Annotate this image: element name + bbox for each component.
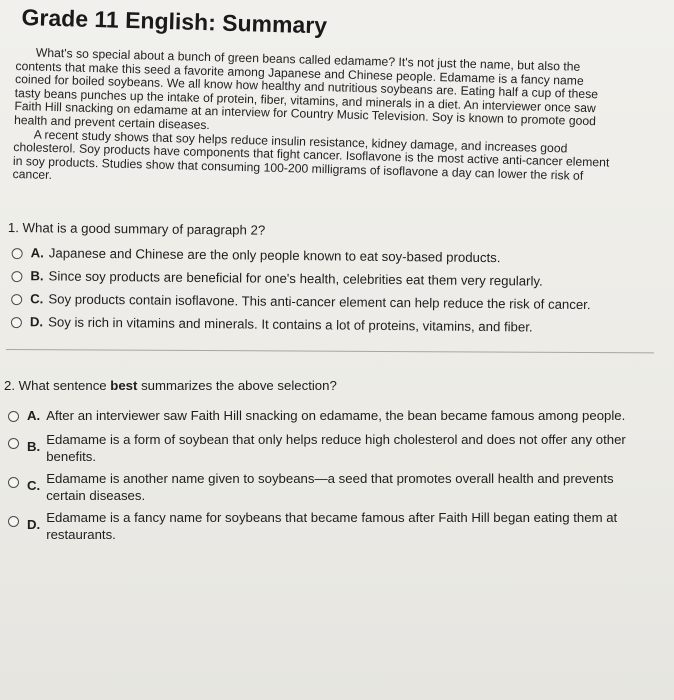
option-text: Edamame is another name given to soybeans—a seed that promotes overall health and prevents certain diseases.	[46, 471, 614, 503]
question-2-option-a[interactable]	[4, 407, 668, 424]
option-text: Edamame is a fancy name for soybeans that became famous after Faith Hill began eating them at restaurants.	[46, 510, 618, 542]
radio-button[interactable]	[8, 411, 19, 422]
radio-button[interactable]	[11, 271, 22, 282]
option-text: Japanese and Chinese are the only people known to eat soy-based products.	[48, 245, 501, 266]
question-2-option-d[interactable]	[4, 509, 668, 543]
question-1-option-d[interactable]	[7, 314, 647, 337]
question-1-option-a[interactable]	[8, 245, 648, 268]
option-letter: C.	[27, 478, 41, 493]
question-1-option-c[interactable]	[7, 291, 647, 314]
worksheet-title: Grade 11 English: Summary	[21, 4, 328, 39]
radio-button[interactable]	[12, 248, 23, 259]
question-1	[7, 220, 648, 344]
question-1-stem: 1. What is a good summary of paragraph 2?	[7, 220, 266, 238]
option-text: After an interviewer saw Faith Hill snacking on edamame, the bean became famous among people.	[46, 408, 626, 423]
question-2-option-b[interactable]	[4, 431, 668, 465]
passage-paragraph-1: What's so special about a bunch of green beans called edamame? It's not just the name, but also the contents that make this seed a favorite among Japanese and Chinese people. Edamame is a fancy name coined for boiled soybeans. We all know how healthy and nutritious soybeans are. Eating half a cup of these tasty beans punches up the intake of protein, fiber, vitamins, and minerals in a diet. An interviewer once saw Faith Hill snacking on edamame at an interview for Country Music Television. Soy is known to promote good health and prevent certain diseases.	[13, 45, 599, 133]
radio-button[interactable]	[11, 317, 22, 328]
option-text: Soy products contain isoflavone. This anti-cancer element can help reduce the risk of cancer.	[48, 291, 591, 313]
option-letter: C.	[30, 291, 44, 307]
question-1-option-b[interactable]	[7, 268, 647, 291]
question-2	[4, 378, 668, 543]
option-text: Since soy products are beneficial for one's health, celebrities eat them very regularly.	[48, 268, 543, 289]
option-letter: A.	[30, 245, 44, 261]
question-2-stem	[4, 378, 668, 393]
radio-button[interactable]	[8, 477, 19, 488]
option-letter: D.	[27, 517, 41, 532]
option-text: Edamame is a form of soybean that only helps reduce high cholesterol and does not offer any other benefits.	[46, 432, 626, 464]
radio-button[interactable]	[8, 438, 19, 449]
radio-button[interactable]	[8, 516, 19, 527]
option-letter: D.	[29, 314, 44, 330]
reading-passage	[12, 46, 621, 198]
question-2-stem-start: 2. What sentence	[4, 378, 111, 393]
section-divider	[6, 349, 654, 353]
option-letter: B.	[27, 439, 41, 454]
option-letter: B.	[30, 268, 44, 284]
option-text: Soy is rich in vitamins and minerals. It contains a lot of proteins, vitamins, and fiber.	[48, 314, 533, 335]
question-2-option-c[interactable]	[4, 470, 668, 504]
question-2-stem-end: summarizes the above selection?	[137, 378, 337, 393]
option-letter: A.	[27, 408, 41, 423]
radio-button[interactable]	[11, 294, 22, 305]
question-2-stem-emphasis: best	[110, 378, 138, 393]
passage-paragraph-2: A recent study shows that soy helps reduce insulin resistance, kidney damage, and increases good cholesterol. Soy products have components that fight cancer. Isoflavone is the most active anti-cancer element in soy products. Studies show that consuming 100-200 milligrams of isoflavone a day can lower the risk of cancer.	[12, 127, 610, 183]
